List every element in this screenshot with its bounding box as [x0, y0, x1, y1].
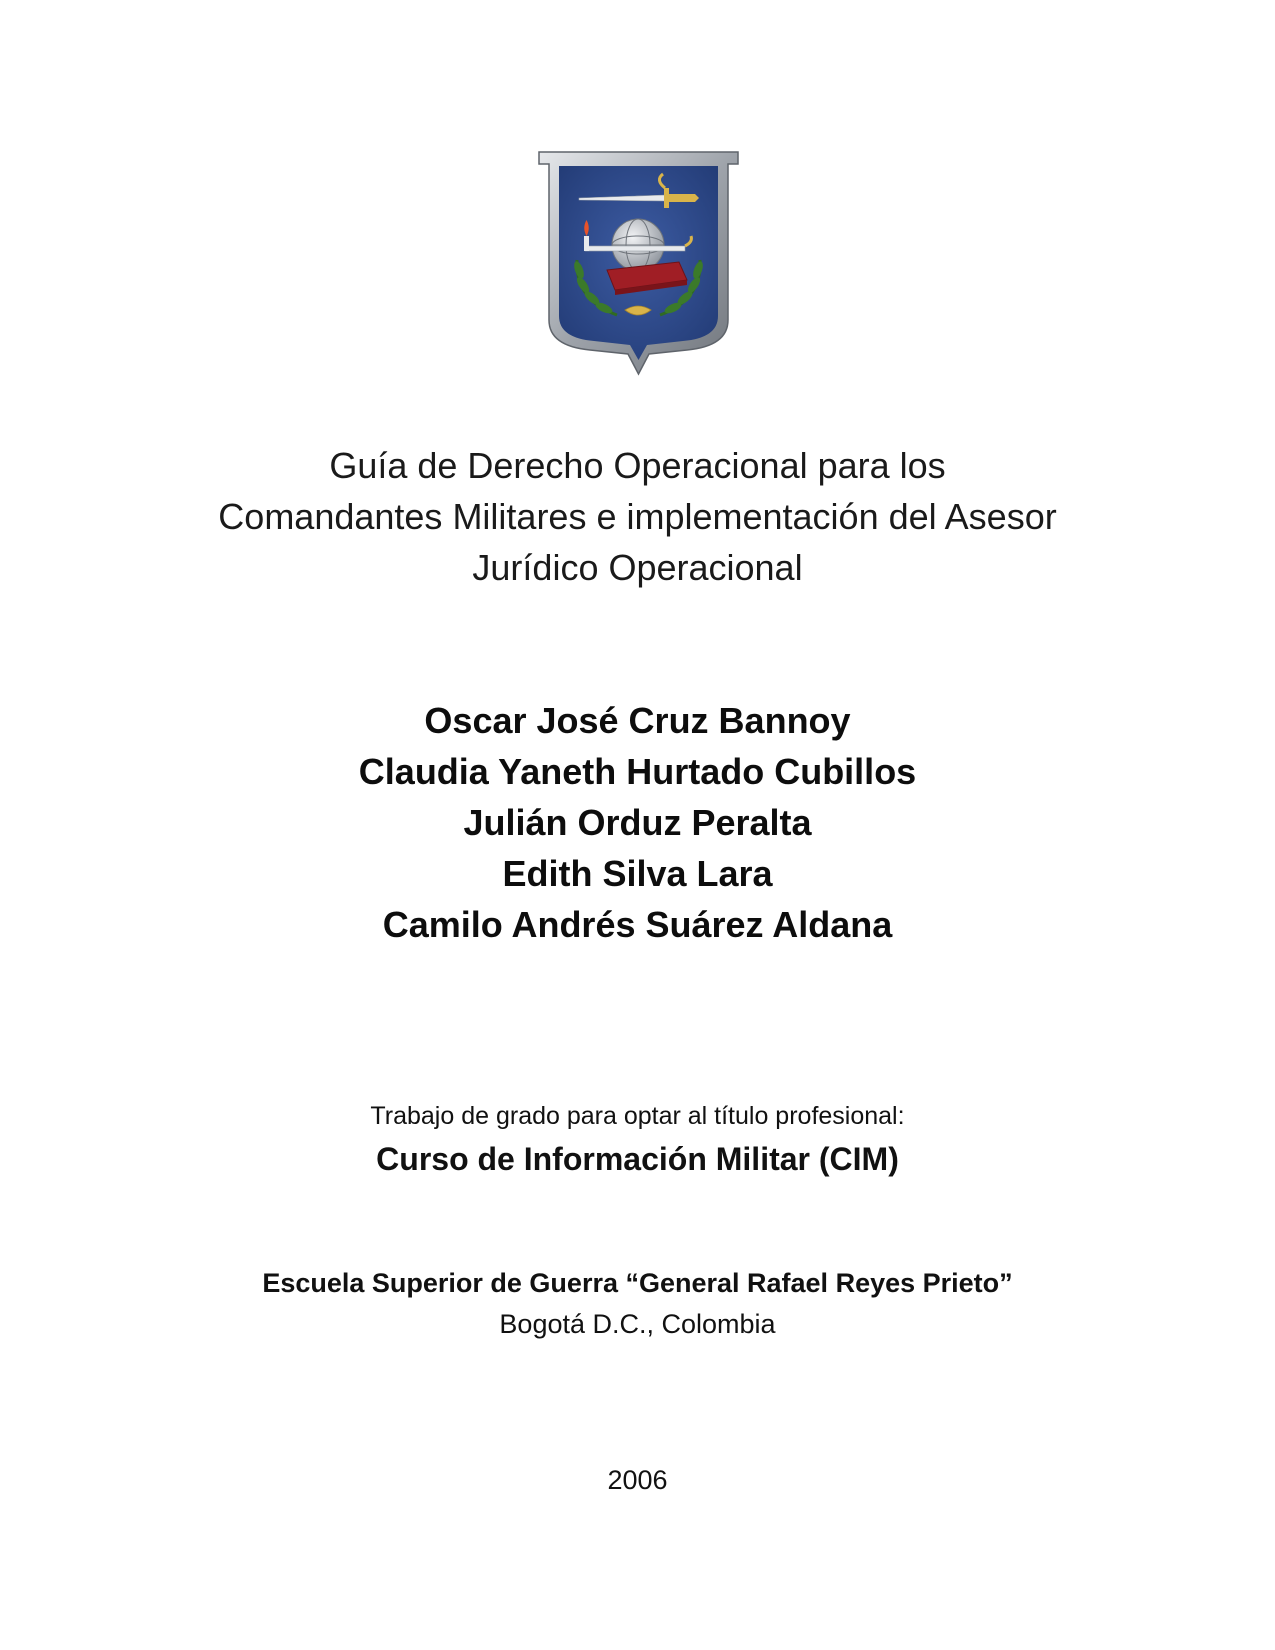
title-line: Jurídico Operacional	[472, 547, 803, 588]
author-name: Julián Orduz Peralta	[463, 802, 812, 843]
degree-label: Trabajo de grado para optar al título profesional:	[370, 1102, 905, 1130]
document-title	[100, 440, 1175, 593]
publication-year: 2006	[607, 1465, 668, 1495]
author-name: Edith Silva Lara	[502, 853, 773, 894]
author-name: Oscar José Cruz Bannoy	[424, 700, 851, 741]
institution-location: Bogotá D.C., Colombia	[499, 1309, 776, 1339]
institution-name: Escuela Superior de Guerra “General Rafael Reyes Prieto”	[262, 1268, 1013, 1298]
author-name: Camilo Andrés Suárez Aldana	[382, 904, 893, 945]
author-name: Claudia Yaneth Hurtado Cubillos	[358, 751, 917, 792]
degree-name: Curso de Información Militar (CIM)	[376, 1141, 899, 1177]
author-list	[100, 695, 1175, 950]
military-school-crest-icon	[537, 150, 740, 376]
title-line: Comandantes Militares e implementación del Asesor	[218, 496, 1057, 537]
title-line: Guía de Derecho Operacional para los	[329, 445, 946, 486]
